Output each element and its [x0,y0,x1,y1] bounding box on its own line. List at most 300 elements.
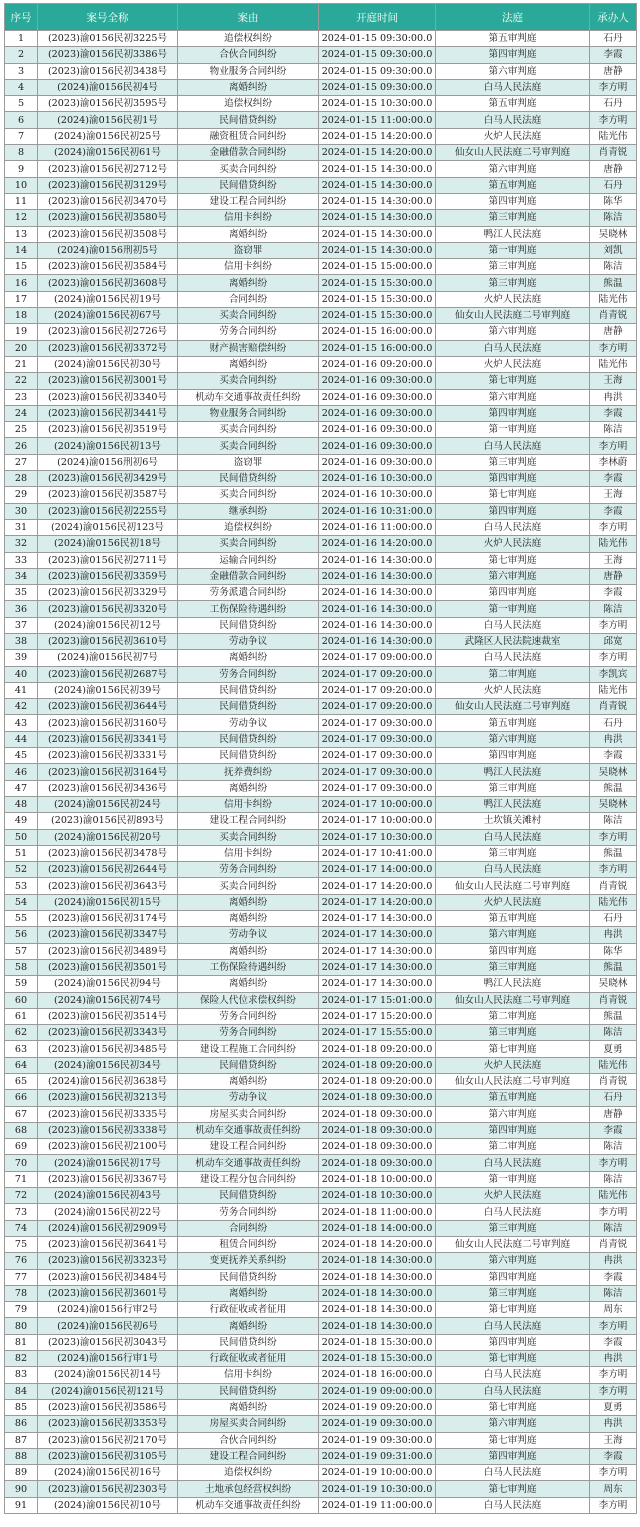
header-judge: 承办人 [590,4,637,31]
cell-hearing-time: 2024-01-17 09:30:00.0 [319,731,436,747]
cell-judge: 李霞 [590,47,637,63]
cell-judge: 王海 [590,1432,637,1448]
cell-court: 第二审判庭 [436,1008,590,1024]
cell-case-number: (2023)渝0156民初3601号 [38,1285,178,1301]
cell-court: 第四审判庭 [436,471,590,487]
table-row [5,601,637,617]
cell-judge: 冉洪 [590,389,637,405]
cell-judge: 冉洪 [590,731,637,747]
cell-court: 第七审判庭 [436,373,590,389]
cell-case-number: (2023)渝0156民初3174号 [38,911,178,927]
cell-case-number: (2024)渝0156刑初5号 [38,242,178,258]
cell-court: 第四审判庭 [436,1448,590,1464]
cell-court: 第二审判庭 [436,1139,590,1155]
cell-court: 第七审判庭 [436,1481,590,1497]
cell-case-number: (2023)渝0156民初3331号 [38,748,178,764]
table-row [5,666,637,682]
cell-hearing-time: 2024-01-19 11:00:00.0 [319,1497,436,1513]
cell-cause: 劳务合同纠纷 [178,862,319,878]
cell-case-number: (2023)渝0156民初3470号 [38,193,178,209]
cell-cause: 租赁合同纠纷 [178,1236,319,1252]
cell-case-number: (2023)渝0156民初3610号 [38,633,178,649]
cell-case-number: (2023)渝0156民初3323号 [38,1253,178,1269]
cell-judge: 王海 [590,373,637,389]
cell-judge: 肖青锐 [590,308,637,324]
cell-hearing-time: 2024-01-17 09:30:00.0 [319,715,436,731]
cell-seq: 24 [5,405,38,421]
cell-court: 第四审判庭 [436,1122,590,1138]
cell-seq: 60 [5,992,38,1008]
cell-court: 第四审判庭 [436,585,590,601]
cell-seq: 54 [5,894,38,910]
cell-case-number: (2024)渝0156民初14号 [38,1367,178,1383]
table-row [5,177,637,193]
cell-seq: 40 [5,666,38,682]
table-row [5,568,637,584]
cell-judge: 李方明 [590,617,637,633]
table-row [5,1285,637,1301]
cell-seq: 2 [5,47,38,63]
cell-seq: 73 [5,1204,38,1220]
table-row [5,63,637,79]
cell-court: 第七审判庭 [436,552,590,568]
cell-judge: 陈洁 [590,1220,637,1236]
cell-seq: 77 [5,1269,38,1285]
cell-seq: 88 [5,1448,38,1464]
cell-case-number: (2023)渝0156民初2687号 [38,666,178,682]
cell-cause: 离婚纠纷 [178,275,319,291]
cell-court: 第七审判庭 [436,1432,590,1448]
cell-seq: 63 [5,1041,38,1057]
cell-seq: 53 [5,878,38,894]
cell-hearing-time: 2024-01-17 09:30:00.0 [319,780,436,796]
cell-hearing-time: 2024-01-15 09:30:00.0 [319,47,436,63]
cell-case-number: (2023)渝0156民初3386号 [38,47,178,63]
cell-seq: 17 [5,291,38,307]
cell-case-number: (2023)渝0156民初3160号 [38,715,178,731]
cell-judge: 吴晓林 [590,226,637,242]
cell-seq: 42 [5,699,38,715]
table-row [5,1074,637,1090]
cell-seq: 41 [5,682,38,698]
cell-cause: 追偿权纠纷 [178,1465,319,1481]
table-row [5,324,637,340]
cell-case-number: (2024)渝0156民初10号 [38,1497,178,1513]
cell-case-number: (2024)渝0156民初12号 [38,617,178,633]
header-cause: 案由 [178,4,319,31]
cell-court: 第四审判庭 [436,943,590,959]
cell-case-number: (2023)渝0156民初3484号 [38,1269,178,1285]
cell-hearing-time: 2024-01-19 10:00:00.0 [319,1465,436,1481]
table-row [5,650,637,666]
cell-court: 第三审判庭 [436,275,590,291]
cell-court: 第一审判庭 [436,422,590,438]
cell-court: 鸭江人民法庭 [436,976,590,992]
cell-cause: 追偿权纠纷 [178,519,319,535]
table-row [5,112,637,128]
cell-judge: 李方明 [590,438,637,454]
table-row [5,536,637,552]
cell-judge: 李霞 [590,503,637,519]
table-row [5,193,637,209]
cell-judge: 陆光伟 [590,1057,637,1073]
cell-hearing-time: 2024-01-15 16:00:00.0 [319,340,436,356]
cell-court: 白马人民法庭 [436,650,590,666]
cell-hearing-time: 2024-01-15 10:30:00.0 [319,96,436,112]
table-row [5,1008,637,1024]
cell-seq: 46 [5,764,38,780]
cell-case-number: (2023)渝0156民初3587号 [38,487,178,503]
cell-judge: 石丹 [590,911,637,927]
cell-court: 白马人民法庭 [436,1367,590,1383]
cell-case-number: (2024)渝0156民初17号 [38,1155,178,1171]
table-row [5,1122,637,1138]
cell-cause: 民间借贷纠纷 [178,1269,319,1285]
table-row [5,291,637,307]
cell-court: 第六审判庭 [436,927,590,943]
cell-case-number: (2023)渝0156民初3347号 [38,927,178,943]
cell-judge: 石丹 [590,177,637,193]
cell-case-number: (2024)渝0156刑初6号 [38,454,178,470]
cell-court: 第六审判庭 [436,63,590,79]
cell-judge: 李方明 [590,79,637,95]
cell-court: 第一审判庭 [436,242,590,258]
cell-judge: 李林蔚 [590,454,637,470]
cell-seq: 14 [5,242,38,258]
cell-hearing-time: 2024-01-17 14:30:00.0 [319,959,436,975]
cell-court: 武隆区人民法院速裁室 [436,633,590,649]
header-court: 法庭 [436,4,590,31]
cell-hearing-time: 2024-01-18 09:30:00.0 [319,1122,436,1138]
table-row [5,356,637,372]
cell-judge: 王海 [590,487,637,503]
cell-cause: 保险人代位求偿权纠纷 [178,992,319,1008]
cell-case-number: (2023)渝0156民初3644号 [38,699,178,715]
cell-hearing-time: 2024-01-18 15:30:00.0 [319,1334,436,1350]
cell-case-number: (2023)渝0156民初3508号 [38,226,178,242]
cell-seq: 43 [5,715,38,731]
table-row [5,242,637,258]
cell-cause: 离婚纠纷 [178,650,319,666]
cell-judge: 肖青锐 [590,145,637,161]
table-row [5,748,637,764]
cell-case-number: (2023)渝0156民初3586号 [38,1399,178,1415]
cell-seq: 33 [5,552,38,568]
cell-case-number: (2024)渝0156民初15号 [38,894,178,910]
cell-judge: 肖青锐 [590,878,637,894]
table-row [5,1269,637,1285]
cell-case-number: (2023)渝0156民初3608号 [38,275,178,291]
cell-judge: 李霞 [590,471,637,487]
cell-hearing-time: 2024-01-19 09:30:00.0 [319,1432,436,1448]
cell-case-number: (2023)渝0156民初3320号 [38,601,178,617]
cell-hearing-time: 2024-01-18 14:30:00.0 [319,1253,436,1269]
cell-cause: 建设工程合同纠纷 [178,193,319,209]
cell-seq: 55 [5,911,38,927]
cell-court: 火炉人民法庭 [436,1188,590,1204]
cell-hearing-time: 2024-01-16 14:30:00.0 [319,617,436,633]
cell-court: 白马人民法庭 [436,438,590,454]
header-row [5,4,637,31]
cell-cause: 民间借贷纠纷 [178,1188,319,1204]
table-row [5,1448,637,1464]
cell-court: 白马人民法庭 [436,1204,590,1220]
cell-cause: 行政征收或者征用 [178,1351,319,1367]
cell-judge: 肖青锐 [590,1074,637,1090]
cell-cause: 劳务合同纠纷 [178,1204,319,1220]
cell-cause: 劳动争议 [178,1090,319,1106]
cell-cause: 信用卡纠纷 [178,845,319,861]
cell-cause: 买卖合同纠纷 [178,422,319,438]
cell-judge: 陈洁 [590,1171,637,1187]
cell-hearing-time: 2024-01-15 14:20:00.0 [319,145,436,161]
cell-hearing-time: 2024-01-18 10:00:00.0 [319,1171,436,1187]
cell-judge: 李霞 [590,585,637,601]
table-row [5,943,637,959]
cell-seq: 59 [5,976,38,992]
cell-hearing-time: 2024-01-19 09:30:00.0 [319,1416,436,1432]
cell-case-number: (2024)渝0156民初13号 [38,438,178,454]
cell-judge: 陈华 [590,193,637,209]
table-row [5,1318,637,1334]
cell-cause: 离婚纠纷 [178,911,319,927]
cell-hearing-time: 2024-01-16 10:30:00.0 [319,487,436,503]
cell-seq: 50 [5,829,38,845]
table-row [5,796,637,812]
cell-judge: 夏勇 [590,1041,637,1057]
cell-seq: 80 [5,1318,38,1334]
cell-judge: 李霞 [590,748,637,764]
cell-hearing-time: 2024-01-18 14:30:00.0 [319,1302,436,1318]
hearing-schedule-table [4,3,637,1514]
table-row [5,1155,637,1171]
cell-hearing-time: 2024-01-17 14:30:00.0 [319,976,436,992]
cell-court: 第四审判庭 [436,503,590,519]
cell-court: 第四审判庭 [436,748,590,764]
cell-hearing-time: 2024-01-15 11:00:00.0 [319,112,436,128]
cell-judge: 陆光伟 [590,1188,637,1204]
cell-judge: 陆光伟 [590,128,637,144]
cell-cause: 买卖合同纠纷 [178,308,319,324]
cell-court: 火炉人民法庭 [436,356,590,372]
cell-hearing-time: 2024-01-18 09:20:00.0 [319,1041,436,1057]
cell-court: 第七审判庭 [436,1302,590,1318]
cell-hearing-time: 2024-01-16 10:30:00.0 [319,471,436,487]
cell-judge: 冉洪 [590,927,637,943]
cell-court: 第六审判庭 [436,161,590,177]
cell-court: 第四审判庭 [436,193,590,209]
cell-court: 第六审判庭 [436,324,590,340]
cell-cause: 离婚纠纷 [178,894,319,910]
cell-seq: 57 [5,943,38,959]
cell-hearing-time: 2024-01-17 10:00:00.0 [319,813,436,829]
cell-cause: 房屋买卖合同纠纷 [178,1416,319,1432]
cell-cause: 民间借贷纠纷 [178,748,319,764]
cell-seq: 22 [5,373,38,389]
cell-seq: 66 [5,1090,38,1106]
cell-judge: 石丹 [590,715,637,731]
cell-judge: 刘凯 [590,242,637,258]
cell-seq: 68 [5,1122,38,1138]
cell-judge: 吴晓林 [590,796,637,812]
table-row [5,1383,637,1399]
cell-case-number: (2023)渝0156民初3367号 [38,1171,178,1187]
cell-case-number: (2024)渝0156民初61号 [38,145,178,161]
cell-judge: 陆光伟 [590,894,637,910]
table-row [5,845,637,861]
table-row [5,617,637,633]
cell-cause: 金融借款合同纠纷 [178,568,319,584]
cell-case-number: (2024)渝0156民初34号 [38,1057,178,1073]
cell-court: 第五审判庭 [436,177,590,193]
cell-case-number: (2024)渝0156民初4号 [38,79,178,95]
cell-seq: 26 [5,438,38,454]
cell-hearing-time: 2024-01-16 14:20:00.0 [319,536,436,552]
cell-hearing-time: 2024-01-18 15:30:00.0 [319,1351,436,1367]
cell-seq: 47 [5,780,38,796]
cell-cause: 买卖合同纠纷 [178,878,319,894]
cell-cause: 建设工程合同纠纷 [178,813,319,829]
cell-case-number: (2023)渝0156民初3338号 [38,1122,178,1138]
table-row [5,878,637,894]
cell-court: 第六审判庭 [436,1416,590,1432]
cell-cause: 物业服务合同纠纷 [178,405,319,421]
cell-judge: 熊温 [590,1008,637,1024]
header-case-number: 案号全称 [38,4,178,31]
cell-judge: 李方明 [590,1155,637,1171]
cell-hearing-time: 2024-01-15 14:30:00.0 [319,210,436,226]
cell-judge: 肖青锐 [590,1236,637,1252]
cell-court: 第三审判庭 [436,454,590,470]
cell-court: 白马人民法庭 [436,862,590,878]
table-row [5,1106,637,1122]
cell-court: 第四审判庭 [436,1269,590,1285]
table-row [5,1090,637,1106]
cell-court: 第六审判庭 [436,731,590,747]
cell-cause: 建设工程合同纠纷 [178,1448,319,1464]
cell-seq: 65 [5,1074,38,1090]
cell-judge: 陈洁 [590,1025,637,1041]
cell-judge: 陈洁 [590,601,637,617]
table-row [5,405,637,421]
cell-seq: 34 [5,568,38,584]
cell-court: 火炉人民法庭 [436,1057,590,1073]
cell-seq: 6 [5,112,38,128]
cell-hearing-time: 2024-01-18 11:00:00.0 [319,1204,436,1220]
table-row [5,1236,637,1252]
cell-hearing-time: 2024-01-15 14:30:00.0 [319,177,436,193]
cell-cause: 民间借贷纠纷 [178,617,319,633]
cell-case-number: (2024)渝0156民初39号 [38,682,178,698]
cell-case-number: (2023)渝0156民初2255号 [38,503,178,519]
cell-cause: 合伙合同纠纷 [178,1432,319,1448]
table-row [5,1497,637,1513]
cell-case-number: (2024)渝0156民初20号 [38,829,178,845]
cell-seq: 78 [5,1285,38,1301]
cell-seq: 74 [5,1220,38,1236]
cell-court: 鸭江人民法庭 [436,764,590,780]
cell-cause: 抚养费纠纷 [178,764,319,780]
cell-cause: 民间借贷纠纷 [178,1383,319,1399]
table-row [5,454,637,470]
cell-cause: 合伙合同纠纷 [178,47,319,63]
cell-judge: 冉洪 [590,1416,637,1432]
cell-seq: 16 [5,275,38,291]
cell-hearing-time: 2024-01-15 15:30:00.0 [319,308,436,324]
cell-hearing-time: 2024-01-16 09:30:00.0 [319,373,436,389]
cell-court: 第七审判庭 [436,487,590,503]
cell-case-number: (2024)渝0156民初7号 [38,650,178,666]
cell-seq: 29 [5,487,38,503]
cell-judge: 熊温 [590,959,637,975]
cell-cause: 民间借贷纠纷 [178,112,319,128]
cell-cause: 民间借贷纠纷 [178,1334,319,1350]
cell-case-number: (2024)渝0156民初16号 [38,1465,178,1481]
cell-case-number: (2023)渝0156民初3489号 [38,943,178,959]
cell-court: 白马人民法庭 [436,340,590,356]
cell-hearing-time: 2024-01-17 14:30:00.0 [319,927,436,943]
cell-court: 第五审判庭 [436,911,590,927]
cell-court: 第二审判庭 [436,666,590,682]
cell-case-number: (2023)渝0156民初3485号 [38,1041,178,1057]
cell-court: 第一审判庭 [436,601,590,617]
table-body [5,31,637,1514]
cell-court: 第五审判庭 [436,31,590,47]
table-row [5,1351,637,1367]
cell-case-number: (2024)渝0156民初19号 [38,291,178,307]
cell-judge: 唐静 [590,1106,637,1122]
header-seq: 序号 [5,4,38,31]
cell-seq: 3 [5,63,38,79]
table-row [5,503,637,519]
cell-court: 白马人民法庭 [436,1497,590,1513]
table-row [5,1432,637,1448]
table-row [5,487,637,503]
cell-cause: 买卖合同纠纷 [178,487,319,503]
table-row [5,1204,637,1220]
cell-case-number: (2024)渝0156民初25号 [38,128,178,144]
cell-hearing-time: 2024-01-16 14:30:00.0 [319,552,436,568]
cell-case-number: (2023)渝0156民初3501号 [38,959,178,975]
cell-judge: 李凯宾 [590,666,637,682]
cell-judge: 石丹 [590,96,637,112]
table-row [5,976,637,992]
cell-hearing-time: 2024-01-15 09:30:00.0 [319,79,436,95]
cell-judge: 陆光伟 [590,682,637,698]
cell-cause: 工伤保险待遇纠纷 [178,601,319,617]
cell-seq: 28 [5,471,38,487]
cell-judge: 熊温 [590,275,637,291]
cell-cause: 信用卡纠纷 [178,1367,319,1383]
cell-hearing-time: 2024-01-16 09:30:00.0 [319,438,436,454]
cell-court: 仙女山人民法庭二号审判庭 [436,1074,590,1090]
cell-seq: 32 [5,536,38,552]
cell-seq: 44 [5,731,38,747]
table-row [5,210,637,226]
cell-hearing-time: 2024-01-15 14:20:00.0 [319,128,436,144]
cell-judge: 李霞 [590,1269,637,1285]
cell-hearing-time: 2024-01-18 09:30:00.0 [319,1106,436,1122]
cell-hearing-time: 2024-01-18 09:30:00.0 [319,1155,436,1171]
cell-judge: 李方明 [590,862,637,878]
cell-seq: 81 [5,1334,38,1350]
cell-hearing-time: 2024-01-17 14:20:00.0 [319,894,436,910]
cell-judge: 李方明 [590,1465,637,1481]
cell-cause: 民间借贷纠纷 [178,699,319,715]
cell-judge: 吴晓林 [590,976,637,992]
cell-court: 火炉人民法庭 [436,536,590,552]
cell-case-number: (2023)渝0156民初3001号 [38,373,178,389]
